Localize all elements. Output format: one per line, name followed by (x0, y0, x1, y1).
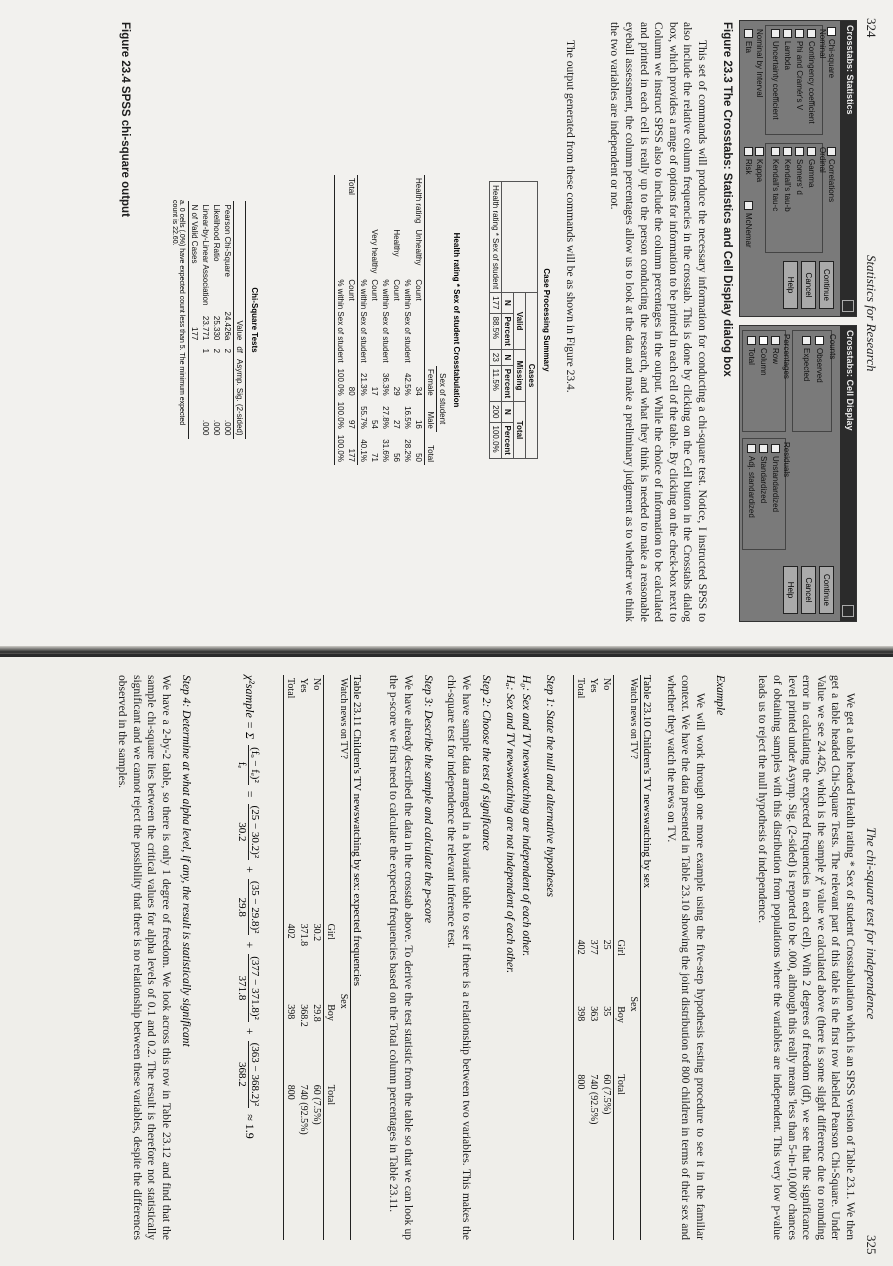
cps-corner (502, 182, 538, 293)
standardized-checkbox[interactable]: Standardized (759, 444, 768, 503)
cell: 368.2 (298, 1004, 309, 1027)
col-total: Total (325, 1084, 336, 1106)
crosstabs-statistics-dialog (739, 20, 857, 317)
row-label: No (601, 678, 612, 691)
kendall-c-checkbox[interactable]: Kendall's tau-c (771, 147, 780, 211)
stub-empty (380, 175, 391, 226)
cell: 740 (92.5%) (298, 1084, 309, 1135)
row-measure: Count (346, 276, 358, 365)
row-measure: % within Sex of student (403, 279, 412, 363)
cps-valid-header: Valid (514, 293, 526, 350)
counts-label: Counts (828, 334, 837, 360)
chi-cell: 2 (223, 348, 232, 354)
cell: 31.6% (381, 439, 390, 462)
cell: 398 (285, 1004, 296, 1020)
correlations-checkbox[interactable]: Correlations (827, 147, 836, 202)
row-label: Total (285, 678, 296, 699)
column-checkbox[interactable]: Column (759, 336, 768, 376)
table-stub: Watch news on TV? (628, 678, 639, 759)
chi-col-df: df (235, 346, 244, 354)
cps-cell: 23 (490, 349, 502, 365)
close-icon[interactable] (842, 605, 854, 617)
cell: 800 (575, 1074, 586, 1090)
cps-sub: N (502, 402, 514, 422)
observed-checkbox[interactable]: Observed (815, 336, 824, 383)
stub-empty (402, 175, 413, 226)
ordinal-label: Ordinal (818, 147, 827, 173)
dialog-title-bar (840, 21, 856, 316)
cps-cell: 88.5% (490, 313, 502, 349)
row-measure: Count (414, 279, 423, 301)
running-header: The chi-square test for independence (864, 827, 879, 1020)
chi-cell: 177 (190, 327, 199, 341)
cps-table (489, 181, 538, 459)
stub-empty (346, 226, 358, 276)
cell: 30.2 (311, 923, 322, 942)
chi-square-tests (171, 160, 259, 480)
step-4-heading: Step 4: Determine at what alpha level, if any, the result is statistically significant (180, 675, 192, 1047)
stub-empty (369, 175, 380, 226)
cell: 100.0% (336, 401, 345, 429)
alternative-hypothesis: Hₐ: Sex and TV newswatching are not independent of each other. (504, 675, 516, 974)
chi-cell: 25.330 (212, 315, 221, 341)
chi-table (188, 201, 246, 438)
row-category (335, 226, 347, 276)
formula-term: (377 − 371.8)² 371.8 (236, 956, 261, 1020)
row-label: Yes (298, 678, 309, 693)
dialog-title: Crosstabs: Statistics (845, 25, 855, 115)
cell: 27 (392, 419, 401, 429)
figure-23-4-caption: Figure 23.4 SPSS chi-square output (119, 22, 131, 217)
chi-square-checkbox[interactable]: Chi-square (827, 27, 836, 78)
row-label: Total (575, 678, 586, 699)
chi-row-label: Likelihood Ratio (212, 204, 221, 262)
cell: 371.8 (298, 923, 309, 947)
cps-cell: 177 (490, 293, 502, 313)
row-measure: Count (370, 279, 379, 301)
nominal-interval-label: Nominal by Interval (755, 29, 764, 98)
cell: 71 (370, 453, 379, 462)
table-23-11 (283, 675, 363, 1240)
step-1-heading: Step 1: State the null and alternative hypotheses (544, 675, 556, 897)
stub-health-rating: Health rating (414, 178, 423, 224)
step-3-heading: Step 3: Describe the sample and calculate the p-score (422, 675, 434, 924)
cell: 42.5% (403, 373, 412, 396)
formula-term: (363 − 368.2)² 368.2 (236, 1042, 261, 1107)
table-23-11-caption: Table 23.11 Children's TV newswatching by sex: expected frequencies (351, 675, 363, 987)
chi-cell: .000 (212, 419, 221, 436)
cps-missing-header: Missing (514, 349, 526, 401)
cps-cell: 11.5% (490, 365, 502, 401)
table-23-11-grid (283, 675, 351, 1240)
cell: 60 (7.5%) (311, 1084, 322, 1125)
row-category (358, 226, 370, 276)
table-corner (627, 1071, 641, 1240)
cell: 402 (285, 923, 296, 939)
step-2-heading: Step 2: Choose the test of significance (480, 675, 492, 851)
cps-total-header: Total (514, 402, 526, 459)
running-header: Statistics for Research (864, 255, 879, 372)
percentages-label: Percentages (782, 334, 791, 379)
cell: 29.8 (311, 1004, 322, 1022)
stub-empty (358, 175, 370, 226)
mcnemar-checkbox[interactable]: McNemar (744, 201, 753, 248)
sex-header: Sex (338, 993, 349, 1009)
crosstab-title: Health rating * Sex of student Crosstabulation (452, 232, 461, 408)
formula-term: (35 − 29.8)² 29.8 (236, 880, 261, 934)
cell: 800 (285, 1084, 296, 1100)
cps-sub: Percent (502, 365, 514, 401)
cell: 377 (588, 939, 599, 955)
counts-group (792, 330, 832, 432)
chi-row-label: Linear-by-Linear Association (201, 204, 210, 306)
crosstabulation (334, 130, 461, 510)
stub-empty (391, 175, 402, 226)
cell: 40.1% (359, 439, 368, 462)
cancel-button[interactable]: Cancel (801, 261, 816, 309)
cps-title: Case Processing Summary (542, 268, 551, 372)
cps-row-label: Health rating * Sex of student (490, 182, 502, 293)
formula-general: (fₒ − fₑ)² fₑ (236, 747, 261, 783)
row-measure: % within Sex of student (336, 279, 345, 363)
col-total: Total (426, 445, 436, 462)
paragraph-commands: This set of commands will produce the necessary information for conducting a chi-square test. Notice, I instructed SPSS to also include the relative column frequencies in the crosstab. This is done by clicking on the Cell button in the Crosstabs dialog box, which provides a range of options for information to be printed in each cell of the table. By clicking on the check-box next to Column we instruct SPSS also to include the column percentages in the output. While the choice of information to be calculated and printed in each cell is really up to the person conducting the research, and what they think is needed to make a reasonable eyeball assessment, the column percentages allow us to look at the data and make a preliminary judgment as to whether we think the two variables are independent or not. (608, 22, 708, 622)
cell: 398 (575, 1006, 586, 1022)
table-stub: Watch news on TV? (338, 678, 349, 759)
total-checkbox[interactable]: Total (747, 336, 756, 365)
cell: 16 (414, 419, 423, 429)
somers-checkbox[interactable]: Somers' d (795, 147, 804, 195)
sex-of-student-header: Sex of student (437, 366, 449, 432)
table-corner (337, 1082, 351, 1240)
formula-term: (25 − 30.2)² 30.2 (236, 805, 261, 859)
cell: 17 (370, 386, 379, 396)
table-23-10-caption: Table 23.10 Children's TV newswatching by sex (641, 675, 653, 889)
col-boy: Boy (325, 1004, 336, 1021)
paragraph-step-2: We have sample data arranged in a bivariate table to see if there is a relationship between two variables. This makes the chi-square test for independence the relevant inference test. (445, 675, 472, 1240)
phi-checkbox[interactable]: Phi and Cramér's V (795, 29, 804, 110)
col-total: Total (615, 1074, 626, 1095)
row-label: No (311, 678, 322, 691)
table-23-10-grid (573, 675, 641, 1240)
cps-sub: Percent (502, 422, 514, 458)
row-measure: Count (392, 279, 401, 301)
row-measure: % within Sex of student (381, 279, 390, 363)
chi-cell: .000 (223, 419, 232, 436)
close-icon[interactable] (842, 300, 854, 312)
row-measure: % within Sex of student (359, 279, 368, 363)
chi-cell: 24.426a (223, 311, 232, 341)
lambda-checkbox[interactable]: Lambda (783, 29, 792, 70)
chi-title: Chi-Square Tests (250, 287, 259, 353)
col-boy: Boy (615, 1006, 626, 1023)
paragraph-spss-output: We get a table headed Health rating * Sex of student Crosstabulation which is an SPSS version of Table 23.1. We then get a table headed Chi-Square Tests. The relevant part of this table is the first row labelled Pearson Chi-Square. Under Value we see 24.426, which is the sample χ² value we calculated above (there is some slight difference due to rounding error in calculating the expected frequencies in each cell). With 2 degrees of freedom (df), we see that the significance level printed under Asymp. Sig. (2-sided) is reported to be .000, although this really means 'less than 5-in-10,000' chances of obtaining samples with this distribution from populations where the variables are independent. This very low p-value leads us to reject the null hypothesis of independence. (756, 675, 856, 1240)
table-corner (614, 675, 628, 937)
cell: 28.2% (403, 439, 412, 462)
chi-row-label: Pearson Chi-Square (223, 204, 232, 277)
cell: 60 (7.5%) (601, 1074, 612, 1115)
cell: 29 (392, 386, 401, 396)
col-girl: Girl (615, 939, 626, 956)
eta-checkbox[interactable]: Eta (744, 29, 753, 53)
page-number: 324 (864, 18, 879, 38)
risk-checkbox[interactable]: Risk (744, 147, 753, 175)
residuals-label: Residuals (782, 442, 791, 478)
cell: 177 (346, 432, 358, 465)
cell: 363 (588, 1006, 599, 1022)
stub-empty (335, 175, 347, 226)
cell: 55.7% (359, 406, 368, 429)
cps-cases-header: Cases (526, 293, 538, 459)
row-label: Yes (588, 678, 599, 693)
cps-sub: N (502, 349, 514, 365)
chi-cell: 1 (201, 348, 210, 354)
cell: 34 (414, 386, 423, 396)
case-processing-summary (489, 150, 551, 490)
cell: 80 (346, 366, 358, 399)
figure-23-3-caption: Figure 23.3 The Crosstabs: Statistics and Cell Display dialog box (721, 22, 733, 377)
cell: 402 (575, 939, 586, 955)
cell: 36.3% (381, 373, 390, 396)
cell: 21.3% (359, 373, 368, 396)
chi-square-formula: χ²sample = Σ (fₒ − fₑ)² fₑ = (25 − 30.2)² 30.2 + (35 − 29.8)² 29.8 + (377 − 371.8)² 371.8 + (363 − 368.2)² 368.2 ≈ 1.9 (236, 675, 261, 1139)
cps-cell: 100.0% (490, 422, 502, 458)
sex-header: Sex (628, 996, 639, 1012)
cell: 25 (601, 939, 612, 950)
page-number: 325 (864, 1235, 879, 1255)
dialog-title: Crosstabs: Cell Display (845, 330, 855, 431)
adj-standardized-checkbox[interactable]: Adj. standardized (747, 444, 756, 518)
crosstabs-cell-display-dialog (739, 325, 857, 622)
kappa-checkbox[interactable]: Kappa (755, 147, 764, 182)
cell: 54 (370, 419, 379, 429)
chi-col-value: Value (235, 320, 244, 341)
cell: 100.0% (336, 434, 345, 462)
row-category: Healthy (392, 229, 401, 257)
crosstab-corner (437, 432, 449, 465)
row-category: Very healthy (370, 229, 379, 274)
table-corner (324, 675, 338, 921)
kendall-b-checkbox[interactable]: Kendall's tau-b (783, 147, 792, 212)
help-button[interactable]: Help (783, 566, 798, 614)
expected-checkbox[interactable]: Expected (802, 336, 811, 381)
paragraph-output: The output generated from these commands will be as shown in Figure 23.4. (564, 40, 576, 393)
crosstab-corner (437, 175, 449, 366)
chi-row-label: N of Valid Cases (190, 204, 199, 264)
help-button[interactable]: Help (783, 261, 798, 309)
paragraph-step-4: We have a 2-by-2 table, so there is only 1 degree of freedom. We look across this row in Table 23.12 and find that the sample chi-square lies between the critical values for alpha levels of 0.1 and 0.2. The result is therefore not statistically significant and we cannot reject the possibility that there is no relationship between these variables, despite the differences observed in the samples. (116, 675, 172, 1240)
cell: 97 (346, 399, 358, 432)
crosstab-table (334, 175, 448, 465)
cell: 16.5% (403, 406, 412, 429)
row-category: Unhealthy (414, 229, 423, 266)
paragraph-example: We will work through one more example using the five-step hypothesis testing procedure to see it in the familiar context. We have the data presented in Table 23.10 showing the joint distribution of 800 children in terms of their sex and whether they watch the news on TV. (664, 675, 706, 1240)
chi-cell: 23.771 (201, 315, 210, 341)
cell: 740 (92.5%) (588, 1074, 599, 1125)
formula-result: ≈ 1.9 (242, 1114, 257, 1139)
cell: 56 (392, 453, 401, 462)
cps-sub: N (502, 293, 514, 313)
continue-button[interactable]: Continue (819, 566, 834, 614)
null-hypothesis: H₀: Sex and TV newswatching are independent of each other. (520, 675, 532, 957)
cell: 100.0% (336, 368, 345, 396)
nominal-label: Nominal (818, 29, 827, 59)
chi-cell: .000 (201, 419, 210, 436)
row-checkbox[interactable]: Row (771, 336, 780, 364)
paragraph-step-3: We have already described the data in the crosstab above. To derive the test statistic from the table so that we can look up the p-score we first need to calculate the expected frequencies based on the Total column percentages in Table 23.11. (387, 675, 414, 1240)
col-female: Female (426, 369, 435, 396)
example-heading: Example (714, 675, 726, 716)
formula-lhs: χ²sample = Σ (242, 675, 257, 740)
chi-col-sig: Asymp. Sig. (2-sided) (235, 359, 244, 436)
cps-sub: Percent (502, 313, 514, 349)
col-girl: Girl (325, 923, 336, 940)
dialog-title-bar (840, 326, 856, 621)
continue-button[interactable]: Continue (819, 261, 834, 309)
col-male: Male (426, 411, 435, 429)
cell: 50 (414, 453, 423, 462)
row-category (380, 226, 391, 276)
unstandardized-checkbox[interactable]: Unstandardized (771, 444, 780, 512)
uncertainty-checkbox[interactable]: Uncertainty coefficient (771, 29, 780, 120)
page-325 (0, 654, 893, 1266)
chi-cell (189, 356, 201, 438)
cell: 27.8% (381, 406, 390, 429)
row-category (402, 226, 413, 276)
cps-cell: 200 (490, 402, 502, 422)
chi-cell (189, 343, 201, 356)
crosstab-corner (425, 175, 437, 366)
row-category: Total (346, 175, 358, 226)
gamma-checkbox[interactable]: Gamma (807, 147, 816, 187)
chi-col (234, 201, 246, 308)
cancel-button[interactable]: Cancel (801, 566, 816, 614)
chi-cell: 2 (212, 348, 221, 354)
chi-footnote: a. 0 cells (.0%) have expected count less than 5. The minimum expected count is 22.60. (171, 200, 185, 426)
cell: 35 (601, 1006, 612, 1017)
table-23-10 (573, 675, 653, 1240)
contingency-checkbox[interactable]: Contingency coefficient (807, 29, 816, 124)
